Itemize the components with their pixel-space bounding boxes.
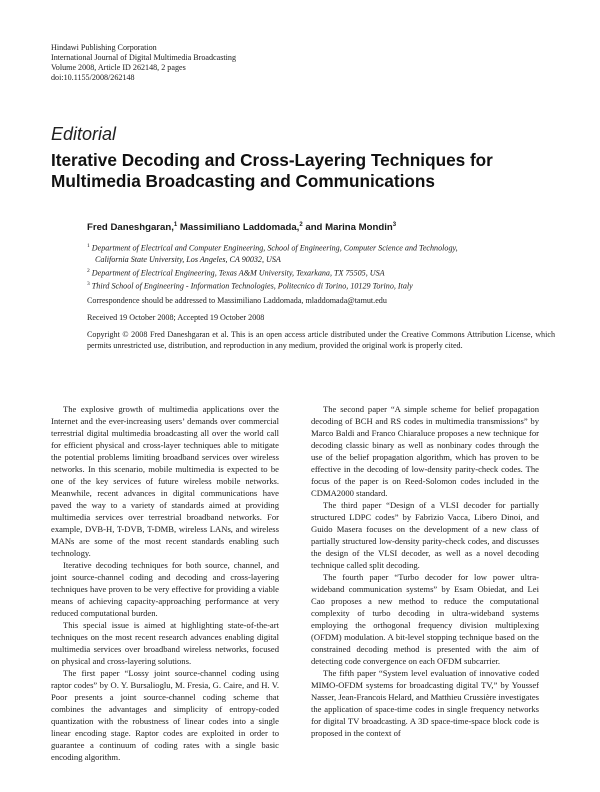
correspondence-note: Correspondence should be addressed to Massimiliano Laddomada, mladdomada@tamut.edu: [87, 296, 387, 305]
affiliation-item: [87, 266, 557, 279]
journal-header: [51, 43, 236, 83]
author-affil-mark: 3: [392, 222, 397, 228]
received-dates: Received 19 October 2008; Accepted 19 October 2008: [87, 313, 265, 322]
body-paragraph: The third paper “Design of a VLSI decoder for partially structured LDPC codes” by Fabrizio Vacca, Libero Dinoi, and Guido Masera focuses on the development of a new class of partially structured low-density parity-check codes, and discusses the design of the VLSI decoder, as well as a novel decoding technique called split decoding.: [311, 500, 539, 570]
body-paragraph: The second paper “A simple scheme for belief propagation decoding of BCH and RS codes in multimedia transmissions” by Marco Baldi and Franco Chiaraluce proposes a new technique for decoding classic binary as well as nonbinary codes through the use of the belief propagation algorithm, which has proven to be effective in the decoding of low-density parity-check codes. The focus of the paper is on Reed-Solomon codes included in the CDMA2000 standard.: [311, 404, 539, 498]
affiliation-text: Department of Electrical and Computer Engineering, School of Engineering, Computer Science and Technology,: [89, 243, 458, 253]
body-paragraph: This special issue is aimed at highlighting state-of-the-art techniques on the most recent research advances enabling digital multimedia services over broadband wireless networks, focused on physical and cross-layering solutions.: [51, 620, 279, 666]
affiliation-mark: 3: [87, 280, 90, 287]
article-title: Iterative Decoding and Cross-Layering Techniques for Multimedia Broadcasting and Communications: [51, 150, 493, 191]
author-name: Massimiliano Laddomada,: [177, 222, 300, 234]
affiliation-mark: 2: [87, 267, 90, 274]
affiliation-text: Third School of Engineering - Information Technologies, Politecnico di Torino, 10129 Torino, Italy: [89, 281, 413, 291]
volume-info: Volume 2008, Article ID 262148, 2 pages: [51, 63, 186, 72]
author-affil-mark: 1: [173, 222, 178, 228]
body-paragraph: The explosive growth of multimedia applications over the Internet and the ever-increasing users’ demands over commercial terrestrial digital multimedia broadcasting all over the world call for efficient physical and cross-layer techniques able to mitigate the potential problems limiting broadband services over wireless networks. In this scenario, mobile multimedia is expected to be one of the key services of future wireless mobile networks. Meanwhile, recent advances in digital communications have paved the way to a variety of standards aimed at providing multimedia services over terrestrial broadband networks. For example, DVB-H, T-DVB, T-DMB, wireless LANs, and wireless MANs are some of the most recent standards enabling such technology.: [51, 404, 279, 558]
affiliation-list: [87, 241, 557, 292]
affiliation-text: Department of Electrical Engineering, Texas A&M University, Texarkana, TX 75505, USA: [89, 268, 385, 278]
body-paragraph: The fifth paper “System level evaluation of innovative coded MIMO-OFDM systems for broadcasting digital TV,” by Youssef Nasser, Jean-Francois Helard, and Matthieu Crussière investigates the application of space-time codes in single frequency networks for digital TV broadcasting. A 3D space-time-space block code is proposed in the context of: [311, 668, 539, 738]
article-kind: Editorial: [51, 124, 117, 144]
affiliation-item: [87, 279, 557, 292]
body-column-left: [51, 403, 279, 763]
publisher-name: Hindawi Publishing Corporation: [51, 43, 157, 52]
author-list: [87, 222, 396, 233]
copyright-notice: Copyright © 2008 Fred Daneshgaran et al. This is an open access article distributed under the Creative Commons Attribution License, which permits unrestricted use, distribution, and reproduction in any medium, provided the original work is properly cited.: [87, 330, 555, 351]
author-name: and Marina Mondin: [302, 222, 393, 234]
journal-name: International Journal of Digital Multimedia Broadcasting: [51, 53, 236, 62]
author-name: Fred Daneshgaran,: [87, 222, 174, 234]
body-column-right: [311, 403, 539, 739]
body-paragraph: The first paper “Lossy joint source-channel coding using raptor codes” by O. Y. Bursalioglu, M. Fresia, G. Caire, and H. V. Poor presents a joint source-channel coding scheme that combines the advantages and simplicity of entropy-coded quantization with the robustness of linear codes into a single linear encoding stage. Raptor codes are exploited in order to guarantee a continuum of coding rates with a single basic encoding algorithm.: [51, 668, 279, 762]
author-affil-mark: 2: [299, 222, 303, 228]
affiliation-item-continued: California State University, Los Angeles, CA 90032, USA: [95, 255, 281, 265]
body-paragraph: Iterative decoding techniques for both source, channel, and joint source-channel coding and decoding and cross-layering techniques have proven to be very effective for providing a viable means of achieving capacity-approaching performance at very reduced computational burden.: [51, 560, 279, 618]
affiliation-mark: 1: [87, 243, 90, 249]
doi-link[interactable]: doi:10.1155/2008/262148: [51, 73, 135, 82]
body-paragraph: The fourth paper “Turbo decoder for low power ultra-wideband communication systems” by Esam Obiedat, and Lei Cao proposes a new method to reduce the computational complexity of turbo decoding in ultra-wideband systems employing the orthogonal frequency division multiplexing (OFDM) modulation. A bit-level stopping technique based on the constrained decoding method is presented with the aim of detecting code convergence on each OFDM subcarrier.: [311, 572, 539, 666]
affiliation-item: [87, 241, 557, 254]
